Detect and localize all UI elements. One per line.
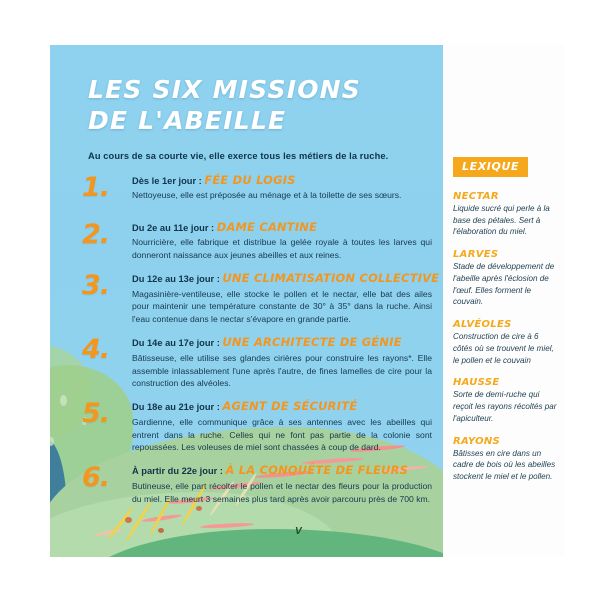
mission-day: Du 12e au 13e jour : [132, 274, 223, 285]
mission-number: 4. [82, 334, 110, 366]
mission-item [80, 463, 440, 505]
missions-list [80, 173, 440, 515]
page-number: V [295, 526, 302, 537]
mission-number: 2. [82, 219, 110, 250]
book-page [50, 45, 565, 557]
flower-dot [125, 517, 132, 523]
mission-number: 3. [82, 270, 110, 302]
mission-body: Nettoyeuse, elle est préposée au ménage et à la toilette de ses sœurs. [132, 190, 402, 201]
lexicon-entries [453, 191, 557, 494]
lexicon-definition: Construction de cire à 6 côtés où se trouvent le miel, le pollen et le couvain [453, 332, 554, 365]
mission-body: Magasinière-ventileuse, elle stocke le pollen et le nectar, elle bat des ailes pour maintenir une température constante de 30° à 35° dans la ruche. Ainsi l'eau contenue dans le nectar s'évapore en grande partie. [132, 288, 432, 325]
mission-role: UNE CLIMATISATION COLLECTIVE [222, 271, 440, 286]
mission-role: DAME CANTINE [216, 220, 318, 234]
mission-item [80, 220, 440, 262]
mission-heading [132, 271, 440, 286]
mission-number: 6. [82, 462, 110, 494]
lexicon-definition: Sorte de demi-ruche qui reçoit les rayons récoltés par l'apiculteur. [453, 390, 557, 423]
mission-number: 5. [82, 398, 110, 430]
lexicon-term: RAYONS [453, 435, 501, 447]
mission-item [80, 271, 440, 326]
mission-role: FÉE DU LOGIS [204, 173, 296, 187]
flower-dot [158, 528, 164, 533]
mission-day: Dès le 1er jour : [132, 176, 205, 186]
lexicon-entry [453, 436, 557, 483]
mission-day: Du 14e au 17e jour : [132, 338, 223, 349]
mission-body: Bâtisseuse, elle utilise ses glandes cirières pour construire les rayons*. Elle assemble inlassablement l'une après l'autre, de fines lamelles de cire pour la construction des alvéoles. [132, 352, 432, 389]
mission-item [80, 399, 440, 454]
mission-body: Gardienne, elle communique grâce à ses antennes avec les abeilles qui entrent dans la ruche. Celles qui ne font pas partie de la colonie sont repoussées. Les voleuses de miel sont chassées à coup de dard. [132, 416, 432, 453]
mission-role: AGENT DE SÉCURITÉ [222, 399, 358, 414]
lexicon-definition: Liquide sucré qui perle à la base des pétales. Sert à l'élaboration du miel. [453, 204, 550, 237]
mission-item [80, 335, 440, 390]
lexicon-entry [453, 191, 557, 238]
lexicon-panel [443, 45, 565, 557]
mission-role: UNE ARCHITECTE DE GÉNIE [222, 335, 402, 350]
page-title-line1: LES SIX MISSIONS [88, 75, 361, 104]
mission-role: À LA CONQUÊTE DE FLEURS [225, 463, 409, 478]
lexicon-term: NECTAR [453, 191, 499, 202]
mission-number: 1. [82, 172, 110, 203]
mission-heading [132, 335, 440, 350]
mission-heading [132, 220, 440, 235]
mission-day: Du 2e au 11e jour : [132, 223, 217, 233]
mission-body: Butineuse, elle part récolter le pollen et le nectar des fleurs pour la production du miel. Elle meurt 3 semaines plus tard après avoir parcouru près de 700 km. [132, 480, 432, 504]
mission-heading [132, 463, 440, 478]
lexicon-definition: Stade de développement de l'abeille après l'éclosion de l'œuf. Elles forment le couvain. [453, 262, 555, 307]
mission-day: À partir du 22e jour : [132, 466, 226, 477]
lexicon-term: LARVES [453, 249, 499, 261]
lexicon-entry [453, 377, 557, 424]
lexicon-badge: LEXIQUE [453, 157, 528, 177]
lexicon-entry [453, 249, 557, 308]
mission-heading [132, 399, 440, 414]
mission-body: Nourricière, elle fabrique et distribue la gelée royale à toutes les larves qui donneront naissance aux jeunes abeilles et aux reines. [132, 237, 432, 261]
lexicon-term: HAUSSE [453, 377, 500, 389]
lexicon-term: ALVÉOLES [453, 319, 512, 331]
mission-heading [132, 173, 440, 188]
blue-content-panel [50, 45, 443, 557]
mission-day: Du 18e au 21e jour : [132, 402, 223, 413]
page-title [88, 75, 418, 136]
mission-item [80, 173, 440, 211]
lexicon-entry [453, 319, 557, 366]
intro-text: Au cours de sa courte vie, elle exerce tous les métiers de la ruche. [88, 151, 389, 161]
page-title-line2: DE L'ABEILLE [88, 105, 287, 135]
lexicon-definition: Bâtisses en cire dans un cadre de bois où les abeilles stockent le miel et le pollen. [453, 448, 556, 482]
leaf-highlight-icon [60, 395, 67, 406]
